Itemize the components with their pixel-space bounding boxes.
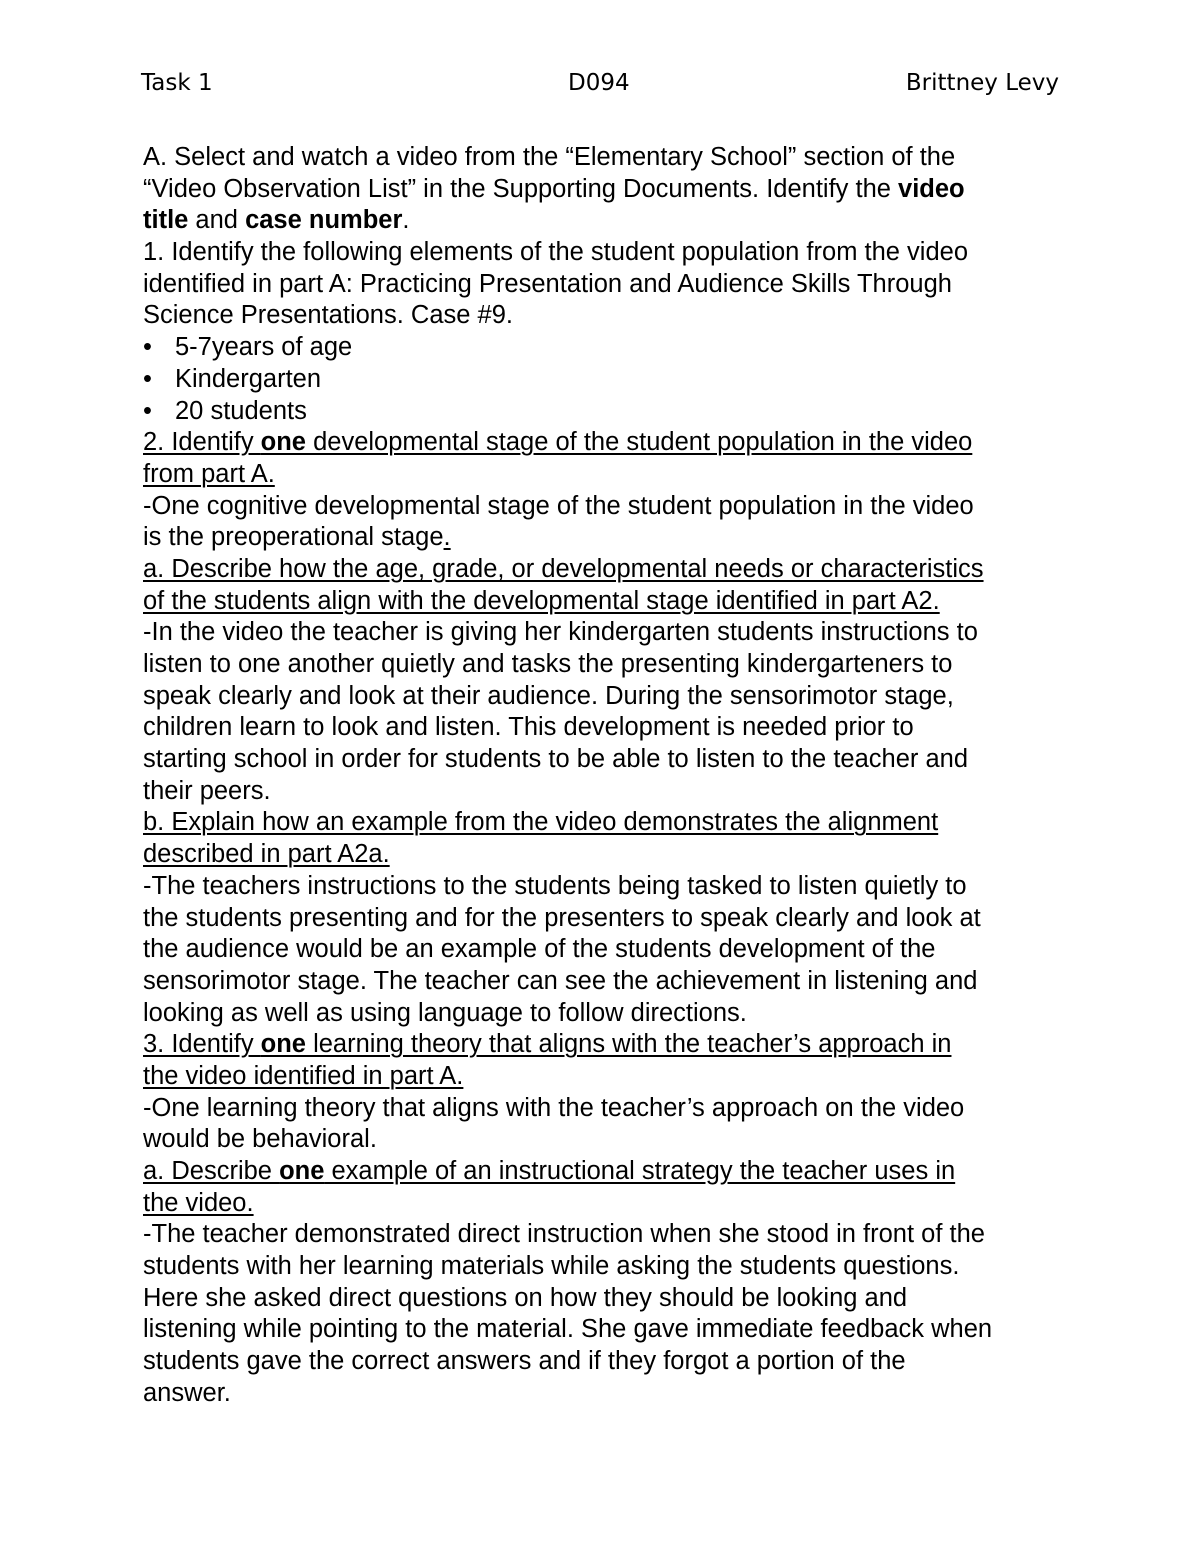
- q2b-prompt-line-1: b. Explain how an example from the video demonstrates the alignment: [143, 808, 939, 837]
- part-a-text: “Video Observation List” in the Supporting Documents. Identify the: [143, 174, 899, 203]
- q2a-answer-line: listen to one another quietly and tasks the presenting kindergarteners to: [143, 650, 953, 678]
- q2-answer-line-2: [143, 522, 1073, 554]
- part-a-line-2: [143, 174, 1073, 206]
- document-body: [143, 142, 1073, 1410]
- part-a-bold-case-number: case number: [245, 206, 403, 235]
- q3a-answer-line: -The teacher demonstrated direct instruction when she stood in front of the: [143, 1220, 985, 1249]
- list-item-text: 20 students: [175, 396, 307, 425]
- q2-prompt-line-2: from part A.: [143, 459, 275, 488]
- q2-answer-text: is the preoperational stage: [143, 523, 444, 552]
- q3a-prompt-line-1: [143, 1156, 1073, 1188]
- q2-prompt-line-1: [143, 427, 1073, 459]
- q3a-prompt-line-2: the video.: [143, 1188, 254, 1217]
- q2b-answer-line: the students presenting and for the presenters to speak clearly and look at: [143, 903, 981, 932]
- q2b-answer-line: the audience would be an example of the students development of the: [143, 935, 936, 964]
- q2a-answer-line: -In the video the teacher is giving her kindergarten students instructions to: [143, 618, 978, 647]
- list-item: [143, 364, 1073, 396]
- header-course-code: D094: [568, 70, 630, 96]
- page-header: [141, 70, 1059, 104]
- q3a-prompt-text: a. Describe: [143, 1157, 280, 1185]
- part-a-bold-title: title: [143, 206, 189, 235]
- q1-line-1: 1. Identify the following elements of the student population from the video: [143, 238, 969, 267]
- q3a-prompt-text-2: example of an instructional strategy the teacher uses in: [324, 1157, 956, 1185]
- q2a-answer-line: speak clearly and look at their audience. During the sensorimotor stage,: [143, 681, 954, 710]
- q3a-answer-line: Here she asked direct questions on how they should be looking and: [143, 1283, 908, 1312]
- q3-answer-line: -One learning theory that aligns with the teacher’s approach on the video: [143, 1093, 965, 1122]
- q2-prompt-bold-one: one: [260, 428, 306, 457]
- header-author: Brittney Levy: [905, 70, 1059, 96]
- q1-line-2: identified in part A: Practicing Presentation and Audience Skills Through: [143, 269, 952, 298]
- list-item-text: Kindergarten: [175, 364, 322, 393]
- part-a-and: and: [188, 206, 246, 235]
- q2a-answer-line: starting school in order for students to be able to listen to the teacher and: [143, 745, 969, 774]
- part-a-line-1: A. Select and watch a video from the “Elementary School” section of the: [143, 143, 956, 171]
- list-item: [143, 396, 1073, 428]
- q2-prompt-text: 2. Identify: [143, 428, 261, 457]
- q3a-answer-line: students gave the correct answers and if they forgot a portion of the: [143, 1347, 906, 1376]
- part-a-line-3: [143, 205, 1073, 237]
- q2b-answer-line: sensorimotor stage. The teacher can see the achievement in listening and: [143, 966, 978, 995]
- q2-answer-line-1: -One cognitive developmental stage of the student population in the video: [143, 491, 974, 520]
- bullet-icon: •: [143, 364, 152, 393]
- part-a-bold-video: video: [898, 174, 965, 203]
- q2-prompt-text-2: developmental stage of the student population in the video: [306, 428, 973, 457]
- q3-prompt-line-2: the video identified in part A.: [143, 1061, 464, 1090]
- q3a-answer-line: answer.: [143, 1378, 231, 1407]
- q3a-answer-line: students with her learning materials while asking the students questions.: [143, 1252, 960, 1281]
- q3-prompt-bold-one: one: [260, 1030, 306, 1059]
- q2a-prompt-line-2: of the students align with the developmental stage identified in part A2.: [143, 586, 940, 615]
- q3a-answer-line: listening while pointing to the material. She gave immediate feedback when: [143, 1315, 993, 1344]
- bullet-icon: •: [143, 396, 152, 425]
- q2a-answer-line: children learn to look and listen. This development is needed prior to: [143, 713, 914, 742]
- q2-answer-period: .: [443, 523, 451, 552]
- q3-prompt-line-1: [143, 1029, 1073, 1061]
- q2b-answer-line: looking as well as using language to follow directions.: [143, 998, 747, 1027]
- q3-prompt-text-2: learning theory that aligns with the teacher’s approach in: [306, 1030, 952, 1059]
- header-task: Task 1: [141, 70, 213, 96]
- q1-line-3: Science Presentations. Case #9.: [143, 301, 513, 330]
- q2b-prompt-line-2: described in part A2a.: [143, 840, 390, 869]
- q3-prompt-text: 3. Identify: [143, 1030, 261, 1059]
- q2a-answer-line: their peers.: [143, 776, 271, 805]
- list-item-text: 5-7years of age: [175, 333, 353, 362]
- list-item: [143, 332, 1073, 364]
- q2b-answer-line: -The teachers instructions to the students being tasked to listen quietly to: [143, 871, 967, 900]
- q2a-prompt-line-1: a. Describe how the age, grade, or developmental needs or characteristics: [143, 554, 984, 583]
- q3-answer-line: would be behavioral.: [143, 1125, 377, 1154]
- part-a-period: .: [402, 206, 410, 235]
- bullet-icon: •: [143, 333, 152, 362]
- q3a-prompt-bold-one: one: [279, 1157, 325, 1185]
